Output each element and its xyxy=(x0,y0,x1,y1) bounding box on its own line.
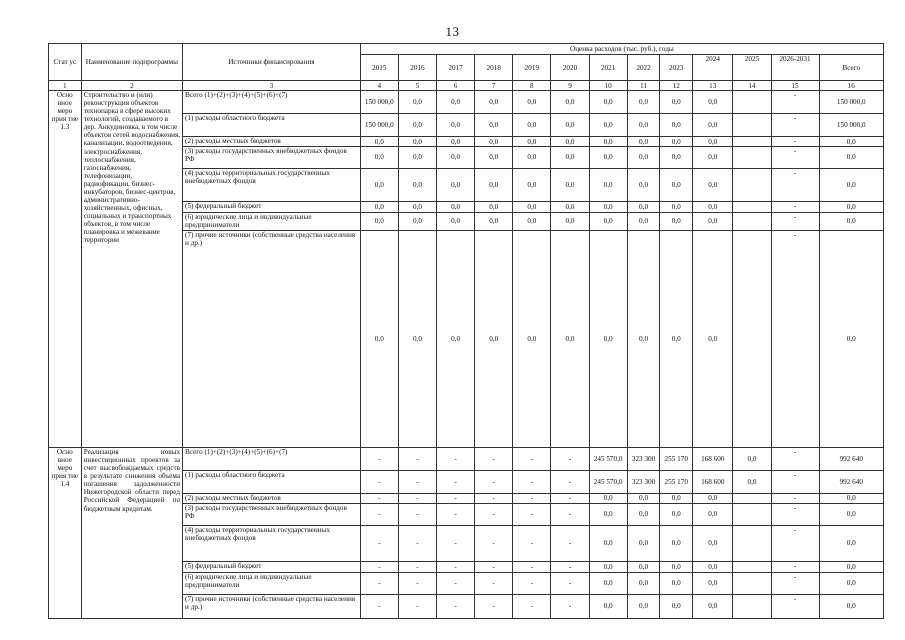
value-cell: - xyxy=(360,594,398,618)
value-cell: 0,0 xyxy=(693,201,733,212)
value-cell: 0,0 xyxy=(513,114,551,137)
value-cell: - xyxy=(771,494,819,504)
header-year: 2015 xyxy=(360,54,398,80)
value-cell: 0,0 xyxy=(589,525,627,561)
value-cell: - xyxy=(771,594,819,618)
col-number: 16 xyxy=(819,81,884,91)
funding-source-cell: (7) прочие источники (собственные средства населения и др.) xyxy=(183,231,361,448)
value-cell xyxy=(733,91,771,114)
value-cell: 0,0 xyxy=(627,168,660,201)
funding-source-cell: (3) расходы государственных внебюджетных фондов РФ xyxy=(183,503,361,525)
value-cell: 323 300 xyxy=(627,471,660,494)
value-cell: - xyxy=(771,448,819,471)
value-cell: 0,0 xyxy=(819,231,884,448)
value-cell: 0,0 xyxy=(437,137,475,147)
value-cell: 0,0 xyxy=(627,137,660,147)
col-number: 1 xyxy=(49,81,82,91)
subprogram-name-cell: Строительство и (или) реконструкция объектов технопарка в сфере высоких технологий, создаваемого в дер. Анкудиновка, в том числе объектов сетей водоснабжения, канализации, водоотведения, электроснабжения, теплоснабжения, газоснабжения, телефонизации, радиофикации, бизнес-инкубаторов, бизнес-центров, административно-хозяйственных, офисных, социальных и транспортных объектов, в том числе планировка и межевание территории xyxy=(81,91,182,448)
value-cell: 0,0 xyxy=(693,168,733,201)
funding-source-cell: (1) расходы областного бюджета xyxy=(183,114,361,137)
value-cell: - xyxy=(551,572,589,594)
value-cell: - xyxy=(551,448,589,471)
value-cell: 0,0 xyxy=(437,212,475,231)
value-cell: 0,0 xyxy=(551,231,589,448)
funding-source-cell: (3) расходы государственных внебюджетных фондов РФ xyxy=(183,146,361,168)
value-cell: 0,0 xyxy=(819,494,884,504)
value-cell: - xyxy=(437,594,475,618)
value-cell: 0,0 xyxy=(819,561,884,572)
value-cell: 0,0 xyxy=(660,494,693,504)
status-cell: Осно вное меро прия тие 1.3 xyxy=(49,91,82,448)
value-cell: 0,0 xyxy=(589,114,627,137)
value-cell: - xyxy=(437,503,475,525)
value-cell: - xyxy=(475,494,513,504)
value-cell: - xyxy=(771,201,819,212)
value-cell xyxy=(733,201,771,212)
value-cell: 0,0 xyxy=(627,594,660,618)
header-sources: Источники финансирования xyxy=(183,44,361,81)
value-cell: 0,0 xyxy=(589,201,627,212)
funding-source-cell: Всего (1)+(2)+(3)+(4)+(5)+(6)+(7) xyxy=(183,91,361,114)
value-cell: - xyxy=(513,594,551,618)
value-cell: - xyxy=(398,561,436,572)
value-cell: 0,0 xyxy=(589,137,627,147)
value-cell: 0,0 xyxy=(660,201,693,212)
subprogram-name-cell: Реализация новых инвестиционных проектов за счет высвобождаемых средств в результате снижения объема погашения задолженности Нижегородской области перед Российской Федерацией по бюджетным кредитам. xyxy=(81,448,182,619)
value-cell: 0,0 xyxy=(360,212,398,231)
header-year: 2018 xyxy=(475,54,513,80)
value-cell: 245 570,0 xyxy=(589,448,627,471)
funding-source-cell: (5) федеральный бюджет xyxy=(183,561,361,572)
value-cell: 0,0 xyxy=(360,201,398,212)
value-cell: 0,0 xyxy=(589,594,627,618)
value-cell: 0,0 xyxy=(660,594,693,618)
value-cell: 0,0 xyxy=(360,168,398,201)
value-cell: 0,0 xyxy=(475,137,513,147)
value-cell xyxy=(733,525,771,561)
value-cell xyxy=(733,561,771,572)
value-cell: 0,0 xyxy=(437,201,475,212)
value-cell: - xyxy=(771,471,819,494)
funding-source-cell: (5) федеральный бюджет xyxy=(183,201,361,212)
value-cell: 0,0 xyxy=(660,168,693,201)
value-cell: 0,0 xyxy=(693,137,733,147)
value-cell: 150 000,0 xyxy=(360,91,398,114)
value-cell: - xyxy=(771,231,819,448)
value-cell: 0,0 xyxy=(589,168,627,201)
header-name: Наименование подпрограммы xyxy=(81,44,182,81)
value-cell: - xyxy=(551,503,589,525)
value-cell: - xyxy=(398,594,436,618)
header-estimate: Оценка расходов (тыс. руб.), годы xyxy=(360,44,883,55)
value-cell: 0,0 xyxy=(398,201,436,212)
value-cell: - xyxy=(771,572,819,594)
col-number: 14 xyxy=(733,81,771,91)
col-number: 13 xyxy=(693,81,733,91)
value-cell: - xyxy=(771,503,819,525)
value-cell: 0,0 xyxy=(660,91,693,114)
value-cell: 0,0 xyxy=(589,231,627,448)
value-cell: 0,0 xyxy=(819,525,884,561)
value-cell xyxy=(733,594,771,618)
value-cell: 0,0 xyxy=(475,212,513,231)
value-cell: - xyxy=(437,471,475,494)
value-cell: - xyxy=(360,494,398,504)
value-cell: 0,0 xyxy=(475,91,513,114)
value-cell: 0,0 xyxy=(437,168,475,201)
value-cell: 992 640 xyxy=(819,448,884,471)
funding-source-cell: (6) юридические лица и индивидуальные предприниматели xyxy=(183,572,361,594)
header-year: 2023 xyxy=(660,54,693,80)
value-cell: - xyxy=(360,471,398,494)
col-number: 4 xyxy=(360,81,398,91)
value-cell: 0,0 xyxy=(360,146,398,168)
value-cell: 0,0 xyxy=(660,212,693,231)
col-number: 11 xyxy=(627,81,660,91)
header-year: 2019 xyxy=(513,54,551,80)
value-cell: 992 640 xyxy=(819,471,884,494)
value-cell: - xyxy=(398,494,436,504)
value-cell: 0,0 xyxy=(627,525,660,561)
funding-source-cell: (1) расходы областного бюджета xyxy=(183,471,361,494)
value-cell: 0,0 xyxy=(475,231,513,448)
value-cell: 0,0 xyxy=(437,114,475,137)
col-number: 8 xyxy=(513,81,551,91)
col-number: 6 xyxy=(437,81,475,91)
funding-source-cell: (6) юридические лица и индивидуальные предприниматели xyxy=(183,212,361,231)
value-cell: 0,0 xyxy=(398,137,436,147)
value-cell: 0,0 xyxy=(627,201,660,212)
value-cell: - xyxy=(360,525,398,561)
value-cell: - xyxy=(513,561,551,572)
value-cell: 0,0 xyxy=(360,231,398,448)
value-cell: 0,0 xyxy=(660,572,693,594)
value-cell xyxy=(733,146,771,168)
value-cell: 0,0 xyxy=(551,114,589,137)
value-cell: 0,0 xyxy=(589,503,627,525)
funding-source-cell: (2) расходы местных бюджетов xyxy=(183,494,361,504)
value-cell: 0,0 xyxy=(475,168,513,201)
value-cell: - xyxy=(513,572,551,594)
value-cell: 0,0 xyxy=(819,201,884,212)
value-cell: 0,0 xyxy=(693,146,733,168)
col-number: 12 xyxy=(660,81,693,91)
value-cell: 0,0 xyxy=(660,503,693,525)
value-cell: 0,0 xyxy=(360,137,398,147)
value-cell: 0,0 xyxy=(660,114,693,137)
value-cell: 255 170 xyxy=(660,448,693,471)
value-cell: - xyxy=(437,448,475,471)
value-cell: 0,0 xyxy=(475,114,513,137)
value-cell xyxy=(733,114,771,137)
value-cell: 0,0 xyxy=(660,146,693,168)
value-cell: 0,0 xyxy=(627,146,660,168)
value-cell: 0,0 xyxy=(551,201,589,212)
value-cell: 0,0 xyxy=(660,137,693,147)
value-cell: - xyxy=(360,561,398,572)
value-cell: 0,0 xyxy=(693,525,733,561)
value-cell: 0,0 xyxy=(693,114,733,137)
value-cell: 0,0 xyxy=(551,168,589,201)
value-cell: 245 570,0 xyxy=(589,471,627,494)
header-year: 2017 xyxy=(437,54,475,80)
value-cell: 0,0 xyxy=(627,91,660,114)
value-cell: 0,0 xyxy=(513,231,551,448)
col-number: 7 xyxy=(475,81,513,91)
value-cell: - xyxy=(437,561,475,572)
value-cell: - xyxy=(475,594,513,618)
value-cell: 0,0 xyxy=(627,212,660,231)
funding-source-cell: (2) расходы местных бюджетов xyxy=(183,137,361,147)
page-number: 13 xyxy=(445,24,460,39)
value-cell: - xyxy=(771,146,819,168)
value-cell: 0,0 xyxy=(589,212,627,231)
header-year: 2021 xyxy=(589,54,627,80)
value-cell: 0,0 xyxy=(551,91,589,114)
value-cell: - xyxy=(551,525,589,561)
value-cell: 0,0 xyxy=(627,572,660,594)
value-cell: - xyxy=(513,503,551,525)
funding-source-cell: (4) расходы территориальных государственных внебюджетных фондов xyxy=(183,525,361,561)
value-cell: - xyxy=(513,494,551,504)
value-cell: 168 600 xyxy=(693,448,733,471)
value-cell: 0,0 xyxy=(589,494,627,504)
col-number: 5 xyxy=(398,81,436,91)
value-cell: 150 000,0 xyxy=(819,114,884,137)
value-cell xyxy=(733,137,771,147)
value-cell: - xyxy=(475,572,513,594)
value-cell: 0,0 xyxy=(513,212,551,231)
status-cell: Осно вное меро прия тие 1.4 xyxy=(49,448,82,619)
value-cell: - xyxy=(437,572,475,594)
value-cell: 0,0 xyxy=(660,525,693,561)
value-cell: 0,0 xyxy=(475,201,513,212)
value-cell: 0,0 xyxy=(437,146,475,168)
value-cell: 0,0 xyxy=(819,137,884,147)
col-number: 3 xyxy=(183,81,361,91)
value-cell: 0,0 xyxy=(660,561,693,572)
col-number: 15 xyxy=(771,81,819,91)
value-cell: - xyxy=(551,471,589,494)
value-cell: 0,0 xyxy=(513,91,551,114)
value-cell: - xyxy=(513,471,551,494)
header-year: 2020 xyxy=(551,54,589,80)
value-cell: 0,0 xyxy=(693,572,733,594)
value-cell xyxy=(733,503,771,525)
value-cell: 323 300 xyxy=(627,448,660,471)
value-cell xyxy=(733,168,771,201)
value-cell: - xyxy=(771,212,819,231)
value-cell: 0,0 xyxy=(551,146,589,168)
value-cell: 0,0 xyxy=(398,168,436,201)
funding-source-cell: Всего (1)+(2)+(3)+(4)+(5)+(6)+(7) xyxy=(183,448,361,471)
value-cell: - xyxy=(475,561,513,572)
col-number: 10 xyxy=(589,81,627,91)
value-cell: 0,0 xyxy=(437,91,475,114)
value-cell: - xyxy=(437,525,475,561)
value-cell: 0,0 xyxy=(733,471,771,494)
value-cell: - xyxy=(771,137,819,147)
value-cell: 0,0 xyxy=(398,146,436,168)
value-cell xyxy=(733,494,771,504)
value-cell: 0,0 xyxy=(475,146,513,168)
value-cell: 0,0 xyxy=(693,91,733,114)
value-cell: 0,0 xyxy=(437,231,475,448)
header-year: 2016 xyxy=(398,54,436,80)
value-cell: 0,0 xyxy=(513,146,551,168)
value-cell xyxy=(733,212,771,231)
col-number: 2 xyxy=(81,81,182,91)
value-cell: 0,0 xyxy=(693,503,733,525)
header-year: 2026-2031 xyxy=(771,54,819,80)
value-cell: - xyxy=(398,448,436,471)
value-cell: - xyxy=(437,494,475,504)
funding-source-cell: (7) прочие источники (собственные средства населения и др.) xyxy=(183,594,361,618)
value-cell: - xyxy=(475,448,513,471)
value-cell: 0,0 xyxy=(398,91,436,114)
value-cell: 0,0 xyxy=(693,231,733,448)
value-cell: - xyxy=(771,168,819,201)
header-year: 2022 xyxy=(627,54,660,80)
value-cell: - xyxy=(475,525,513,561)
value-cell: - xyxy=(771,114,819,137)
value-cell: - xyxy=(771,561,819,572)
value-cell: - xyxy=(398,503,436,525)
value-cell: 0,0 xyxy=(733,448,771,471)
value-cell: - xyxy=(398,572,436,594)
value-cell: - xyxy=(475,503,513,525)
value-cell: 0,0 xyxy=(513,137,551,147)
value-cell: 0,0 xyxy=(589,91,627,114)
value-cell: 0,0 xyxy=(589,561,627,572)
value-cell: 0,0 xyxy=(819,572,884,594)
value-cell: 0,0 xyxy=(693,212,733,231)
value-cell: 0,0 xyxy=(693,561,733,572)
value-cell: 0,0 xyxy=(627,114,660,137)
value-cell: - xyxy=(360,448,398,471)
value-cell: 0,0 xyxy=(819,594,884,618)
value-cell: 0,0 xyxy=(398,114,436,137)
value-cell: 0,0 xyxy=(398,231,436,448)
value-cell: 0,0 xyxy=(589,572,627,594)
header-year: 2025 xyxy=(733,54,771,80)
value-cell: 0,0 xyxy=(660,231,693,448)
table-row xyxy=(49,448,884,471)
value-cell: 0,0 xyxy=(819,503,884,525)
value-cell: 255 170 xyxy=(660,471,693,494)
value-cell: 0,0 xyxy=(693,494,733,504)
value-cell: - xyxy=(551,594,589,618)
header-year: Всего xyxy=(819,54,884,80)
value-cell: 0,0 xyxy=(819,168,884,201)
value-cell: 150 000,0 xyxy=(360,114,398,137)
header-status: Стат ус xyxy=(49,44,82,81)
header-year: 2024 xyxy=(693,54,733,80)
value-cell xyxy=(733,572,771,594)
value-cell: 0,0 xyxy=(589,146,627,168)
value-cell: 0,0 xyxy=(551,137,589,147)
value-cell xyxy=(733,231,771,448)
value-cell: - xyxy=(551,494,589,504)
value-cell: - xyxy=(398,471,436,494)
value-cell: - xyxy=(360,572,398,594)
value-cell: - xyxy=(360,503,398,525)
value-cell: - xyxy=(398,525,436,561)
value-cell: 0,0 xyxy=(819,212,884,231)
value-cell: 0,0 xyxy=(627,561,660,572)
value-cell: - xyxy=(513,525,551,561)
col-number: 9 xyxy=(551,81,589,91)
value-cell: 0,0 xyxy=(819,146,884,168)
value-cell: - xyxy=(771,91,819,114)
value-cell: - xyxy=(771,525,819,561)
funding-source-cell: (4) расходы территориальных государственных внебюджетных фондов xyxy=(183,168,361,201)
value-cell: 0,0 xyxy=(693,594,733,618)
value-cell: 0,0 xyxy=(627,503,660,525)
value-cell: - xyxy=(513,448,551,471)
value-cell: 168 600 xyxy=(693,471,733,494)
value-cell: - xyxy=(551,561,589,572)
table-row xyxy=(49,91,884,114)
value-cell: 0,0 xyxy=(513,201,551,212)
value-cell: 0,0 xyxy=(551,212,589,231)
expenditure-table xyxy=(48,43,884,619)
value-cell: 0,0 xyxy=(627,231,660,448)
value-cell: - xyxy=(475,471,513,494)
value-cell: 0,0 xyxy=(398,212,436,231)
value-cell: 0,0 xyxy=(513,168,551,201)
value-cell: 150 000,0 xyxy=(819,91,884,114)
value-cell: 0,0 xyxy=(627,494,660,504)
